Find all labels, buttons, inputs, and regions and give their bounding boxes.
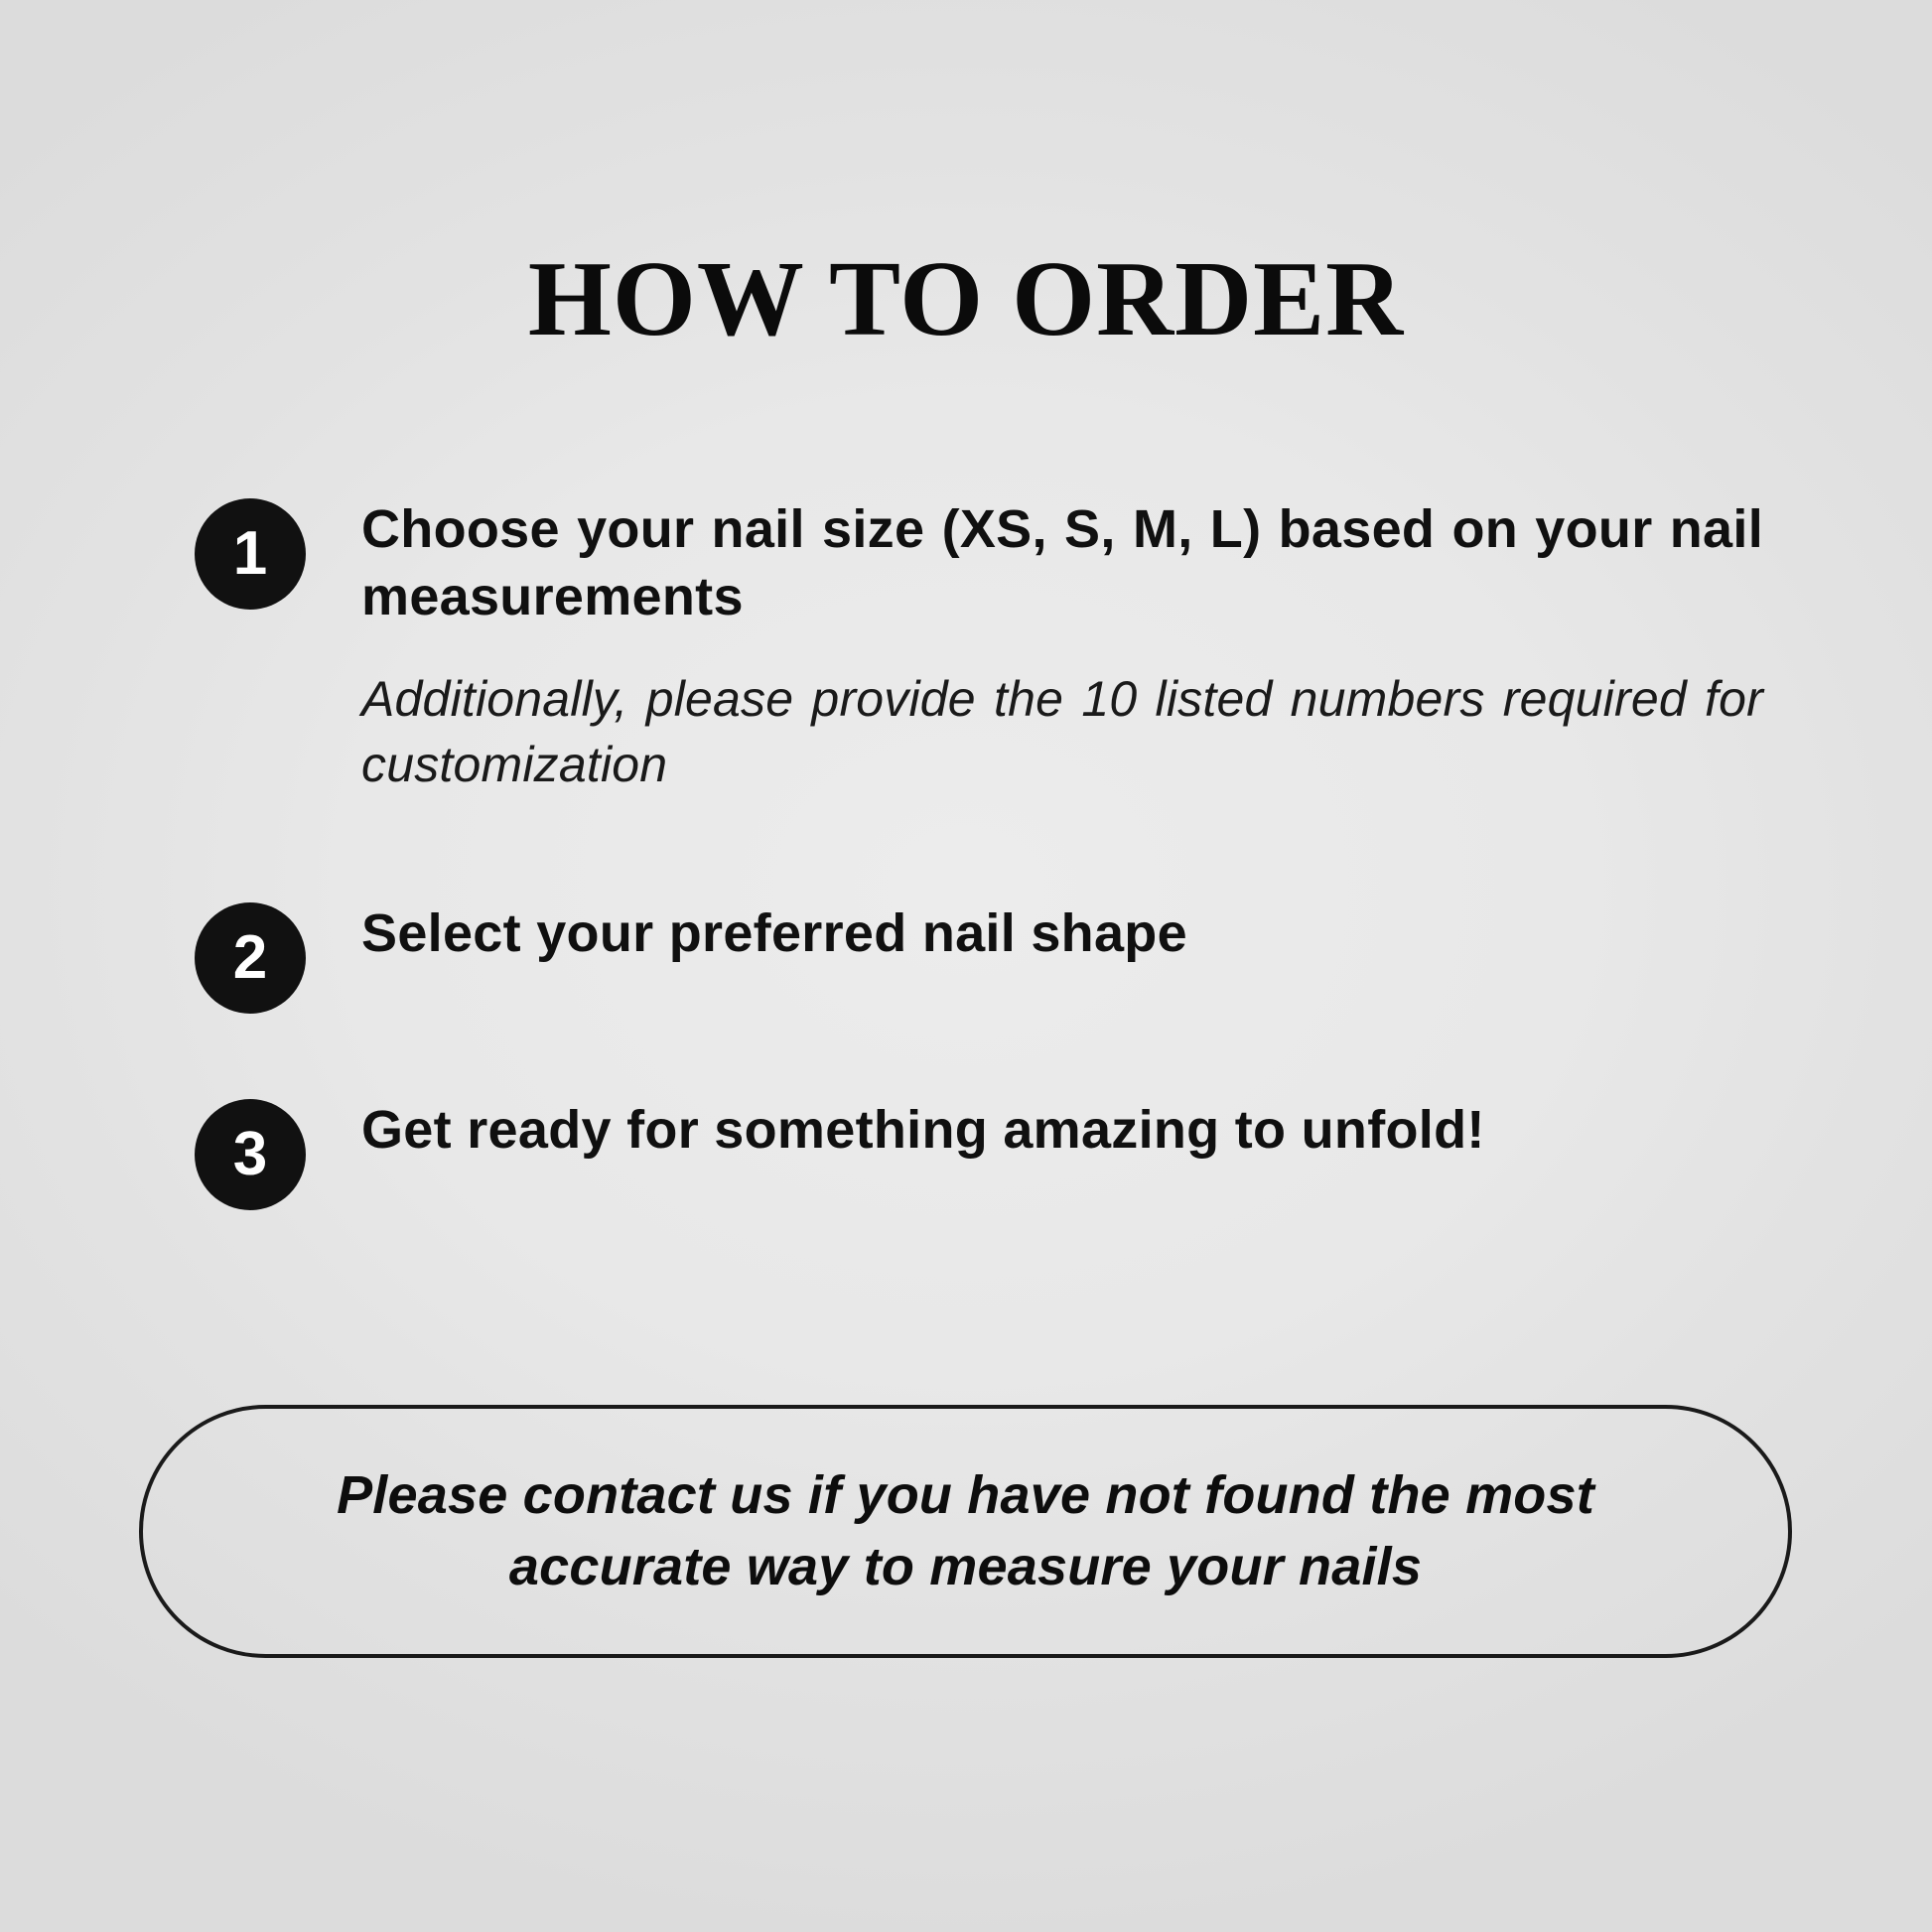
page-title: HOW TO ORDER (527, 240, 1405, 358)
step-number-badge-1: 1 (195, 498, 306, 610)
step-title-3: Get ready for something amazing to unfold! (361, 1100, 1485, 1160)
step-title-1: Choose your nail size (XS, S, M, L) based on your nail measurements (361, 499, 1763, 626)
spacer (195, 1014, 1763, 1097)
step-note-1: Additionally, please provide the 10 listed numbers required for customization (361, 671, 1763, 792)
step-number-badge-3: 3 (195, 1099, 306, 1210)
step-content-2 (306, 900, 1763, 968)
contact-callout (139, 1405, 1792, 1658)
spacer (195, 797, 1763, 900)
step-title-2: Select your preferred nail shape (361, 903, 1187, 963)
step-number-badge-2: 2 (195, 902, 306, 1014)
step-content-1 (306, 496, 1763, 797)
list-item (195, 1097, 1763, 1210)
steps-list (195, 496, 1763, 1210)
list-item (195, 496, 1763, 797)
contact-callout-text: Please contact us if you have not found the most accurate way to measure your nails (337, 1465, 1594, 1596)
step-content-3 (306, 1097, 1763, 1165)
list-item (195, 900, 1763, 1014)
